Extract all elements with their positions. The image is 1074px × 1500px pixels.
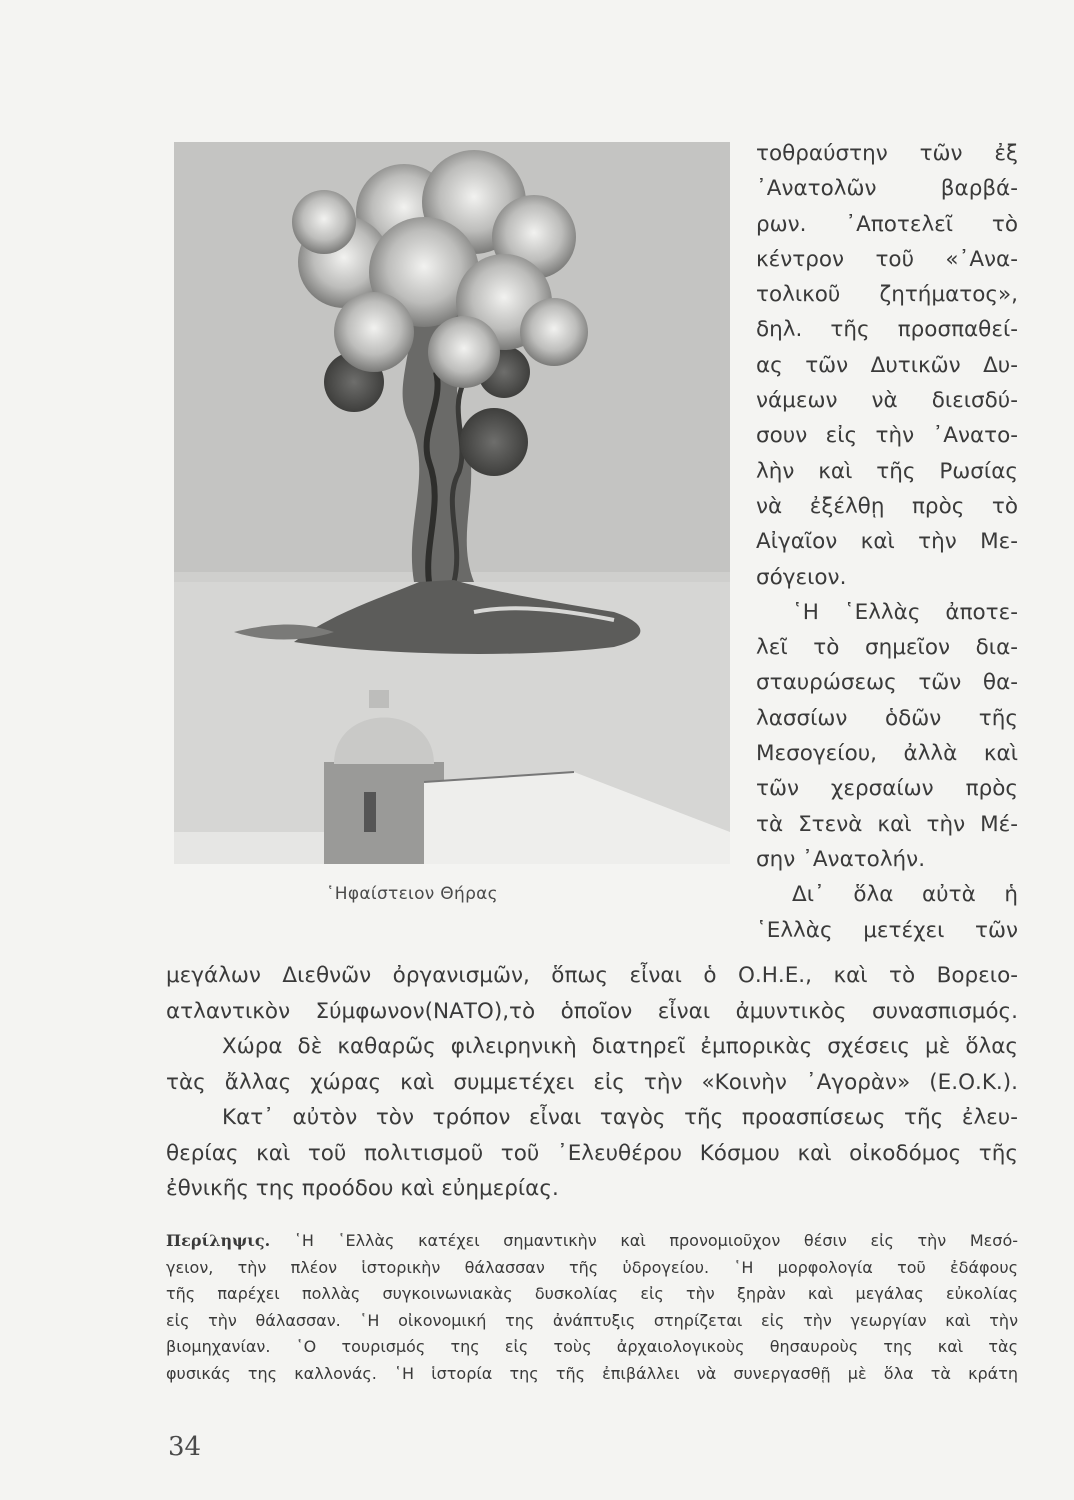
summary-label: Περίληψις. [166,1231,271,1250]
text-line: ατλαντικὸν Σύμφωνον(ΝΑΤΟ),τὸ ὁποῖον εἶναι ἀμυντικὸς συνασπισμός. [166,998,1018,1024]
text-line: τολικοῦ ζητήματος», [756,282,1018,308]
text-line: Δι᾿ ὅλα αὐτὰ ἡ [792,882,1018,908]
text-line: μεγάλων Διεθνῶν ὀργανισμῶν, ὅπως εἶναι ὁ Ο.Η.Ε., καὶ τὸ Βορειο- [166,963,1018,988]
summary-line: τῆς παρέχει πολλὰς συγκοινωνιακὰς δυσκολίας εἰς τὴν ξηρὰν καὶ μεγάλας εὐκολίας [166,1284,1018,1303]
summary-line: εἰς τὴν θάλασσαν. ῾Η οἰκονομική της ἀνάπτυξις στηρίζεται εἰς τὴν γεωργίαν καὶ τὴν [166,1310,1018,1330]
page-number: 34 [168,1432,202,1462]
text-line: θερίας καὶ τοῦ πολιτισμοῦ τοῦ ᾿Ελευθέρου Κόσμου καὶ οἰκοδόμος τῆς [166,1140,1018,1166]
summary-line: γειον, τὴν πλέον ἱστορικὴν θάλασσαν τῆς ὑδρογείου. ῾Η μορφολογία τοῦ ἐδάφους [166,1257,1018,1277]
text-line: τῶν χερσαίων πρὸς [756,776,1018,802]
figure-caption: ῾Ηφαίστειον Θήρας [326,884,498,904]
text-line: Μεσογείου, ἀλλὰ καὶ [756,741,1018,767]
text-line: ἐθνικῆς της προόδου καὶ εὐημερίας. [166,1176,559,1201]
text-line: τὰ Στενὰ καὶ τὴν Μέ- [756,811,1018,837]
text-line: Αἰγαῖον καὶ τὴν Με- [756,529,1018,555]
text-line: σην ᾿Ανατολήν. [756,846,926,872]
text-line: δηλ. τῆς προσπαθεί- [756,317,1018,343]
summary-block [166,1228,1018,1387]
summary-line [166,1228,1018,1255]
text-line: Κατ᾿ αὐτὸν τὸν τρόπον εἶναι ταγὸς τῆς προασπίσεως τῆς ἐλευ- [222,1105,1018,1130]
text-line: ᾿Ανατολῶν βαρβά- [756,176,1018,202]
summary-line: βιομηχανίαν. ῾Ο τουρισμός της εἰς τοὺς ἀρχαιολογικοὺς θησαυροὺς της καὶ τὰς [166,1337,1018,1356]
text-line: σόγειον. [756,564,847,590]
text-line: λασσίων ὁδῶν τῆς [756,705,1018,731]
side-column-text [756,136,1018,948]
text-line: σουν εἰς τὴν ᾿Ανατο- [756,423,1018,449]
summary-first-line: ῾Η ῾Ελλὰς κατέχει σημαντικὴν καὶ προνομιοῦχον θέσιν εἰς τὴν Μεσό- [293,1231,1018,1250]
text-line: ρων. ᾿Αποτελεῖ τὸ [756,211,1018,237]
text-line: σταυρώσεως τῶν θα- [756,670,1018,696]
text-line: λεῖ τὸ σημεῖον δια- [756,635,1018,661]
text-line: τοθραύστην τῶν ἐξ [756,141,1018,166]
summary-line: φυσικάς της καλλονάς. ῾Η ἱστορία της τῆς ἐπιβάλλει νὰ συνεργασθῇ μὲ ὅλα τὰ κράτη [166,1363,1018,1383]
text-line: ῾Η ῾Ελλὰς ἀποτε- [792,599,1018,625]
text-line: ῾Ελλὰς μετέχει τῶν [756,917,1018,943]
text-line: τὰς ἄλλας χώρας καὶ συμμετέχει εἰς τὴν «Κοινὴν ᾿Αγορὰν» (Ε.Ο.Κ.). [166,1069,1018,1095]
volcano-illustration [174,142,730,864]
text-line: λὴν καὶ τῆς Ρωσίας [756,458,1018,484]
text-line: κέντρον τοῦ «᾿Ανα- [756,246,1018,272]
text-line: Χώρα δὲ καθαρῶς φιλειρηνικὴ διατηρεῖ ἐμπορικὰς σχέσεις μὲ ὅλας [222,1034,1018,1059]
text-line: νάμεων νὰ διεισδύ- [756,388,1018,414]
body-text [166,958,1018,1207]
text-line: ας τῶν Δυτικῶν Δυ- [756,352,1018,378]
text-line: νὰ ἐξέλθῃ πρὸς τὸ [756,493,1018,519]
